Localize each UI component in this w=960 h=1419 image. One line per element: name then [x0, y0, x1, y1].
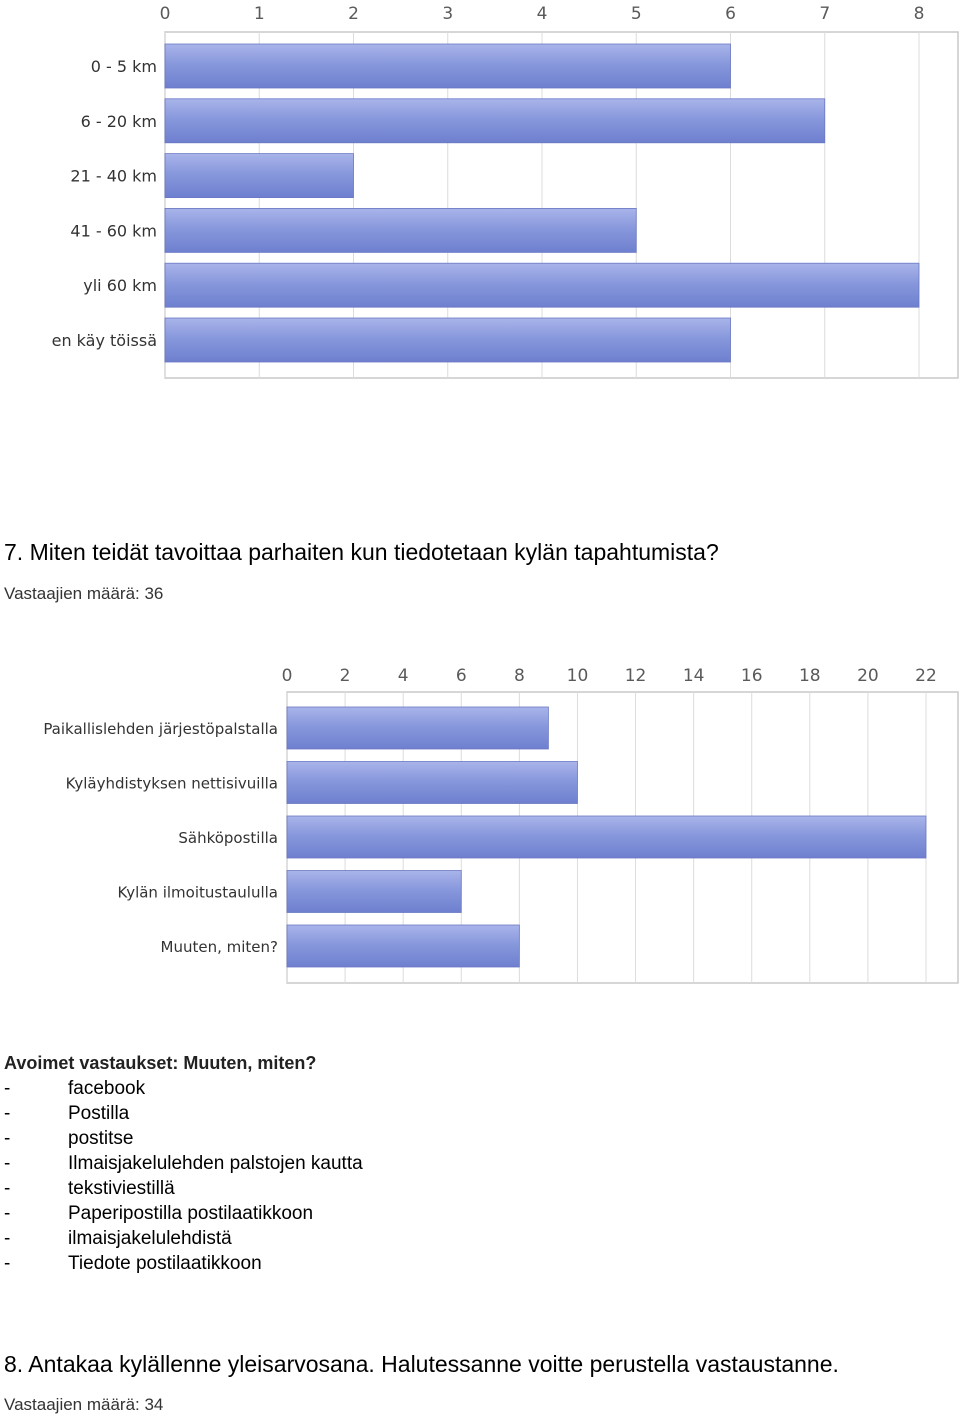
tick-label: 7: [819, 4, 831, 24]
list-dash: -: [4, 1128, 11, 1149]
category-label: 21 - 40 km: [70, 166, 157, 186]
tick-label: 10: [566, 666, 589, 686]
tick-label: 4: [536, 4, 548, 24]
open-answer-item: [4, 1101, 363, 1126]
tick-label: 14: [682, 666, 705, 686]
open-answer-text: tekstiviestillä: [68, 1178, 175, 1199]
tick-label: 8: [913, 4, 925, 24]
bar: [165, 263, 919, 307]
question-7-respondents: Vastaajien määrä: 36: [4, 584, 164, 603]
open-answer-item: [4, 1251, 363, 1276]
bar: [287, 871, 461, 913]
open-answer-text: Tiedote postilaatikkoon: [68, 1253, 262, 1274]
open-answer-text: ilmaisjakelulehdistä: [68, 1228, 232, 1249]
bar: [165, 44, 731, 88]
list-dash: -: [4, 1178, 11, 1199]
bar: [287, 816, 926, 858]
tick-label: 2: [339, 666, 351, 686]
category-label: Sähköpostilla: [178, 829, 278, 847]
list-dash: -: [4, 1078, 11, 1099]
list-dash: -: [4, 1228, 11, 1249]
open-answer-item: [4, 1226, 363, 1251]
tick-label: 22: [915, 666, 937, 686]
open-answer-item: [4, 1151, 363, 1176]
bar: [165, 208, 636, 252]
tick-label: 6: [725, 4, 736, 24]
open-answer-item: [4, 1201, 363, 1226]
category-label: Kylän ilmoitustaululla: [117, 883, 278, 902]
category-label: yli 60 km: [83, 276, 157, 296]
bar: [287, 707, 548, 749]
open-answer-text: Ilmaisjakelulehden palstojen kautta: [68, 1153, 363, 1174]
open-answers-list: [4, 1076, 363, 1276]
tick-label: 20: [857, 666, 879, 686]
category-label: 6 - 20 km: [80, 111, 157, 131]
distance-bar-chart: [0, 0, 960, 385]
category-label: 0 - 5 km: [90, 57, 157, 76]
bar: [287, 925, 519, 967]
category-label: 41 - 60 km: [70, 221, 157, 241]
open-answer-text: Paperipostilla postilaatikkoon: [68, 1203, 314, 1224]
open-answer-item: [4, 1076, 363, 1101]
list-dash: -: [4, 1203, 11, 1224]
tick-label: 6: [455, 666, 467, 686]
category-label: Paikallislehden järjestöpalstalla: [43, 720, 278, 738]
category-label: Muuten, miten?: [160, 938, 278, 956]
channel-bar-chart: [0, 655, 960, 990]
question-8-respondents: Vastaajien määrä: 34: [4, 1395, 164, 1414]
open-answer-text: postitse: [68, 1128, 134, 1149]
tick-label: 8: [513, 666, 525, 686]
open-answer-item: [4, 1176, 363, 1201]
tick-label: 0: [281, 666, 293, 686]
list-dash: -: [4, 1253, 11, 1274]
open-answers-title: Avoimet vastaukset: Muuten, miten?: [4, 1053, 317, 1073]
tick-label: 2: [348, 4, 359, 24]
open-answer-item: [4, 1126, 363, 1151]
tick-label: 3: [442, 4, 454, 24]
category-label: Kyläyhdistyksen nettisivuilla: [65, 774, 278, 793]
question-8-title: 8. Antakaa kylällenne yleisarvosana. Halutessanne voitte perustella vastaustanne.: [4, 1351, 839, 1377]
open-answer-text: facebook: [68, 1078, 146, 1099]
list-dash: -: [4, 1153, 11, 1174]
tick-label: 5: [630, 4, 642, 24]
tick-label: 18: [798, 666, 821, 686]
bar: [165, 318, 731, 362]
list-dash: -: [4, 1103, 11, 1124]
tick-label: 12: [624, 666, 647, 686]
open-answer-text: Postilla: [68, 1103, 130, 1124]
bar: [287, 762, 577, 804]
tick-label: 16: [740, 666, 763, 686]
question-7-title: 7. Miten teidät tavoittaa parhaiten kun tiedotetaan kylän tapahtumista?: [4, 539, 719, 565]
bar: [165, 99, 825, 143]
bar: [165, 154, 354, 198]
tick-label: 1: [253, 4, 265, 24]
tick-label: 0: [159, 4, 171, 24]
category-label: en käy töissä: [51, 331, 157, 350]
tick-label: 4: [397, 666, 409, 686]
